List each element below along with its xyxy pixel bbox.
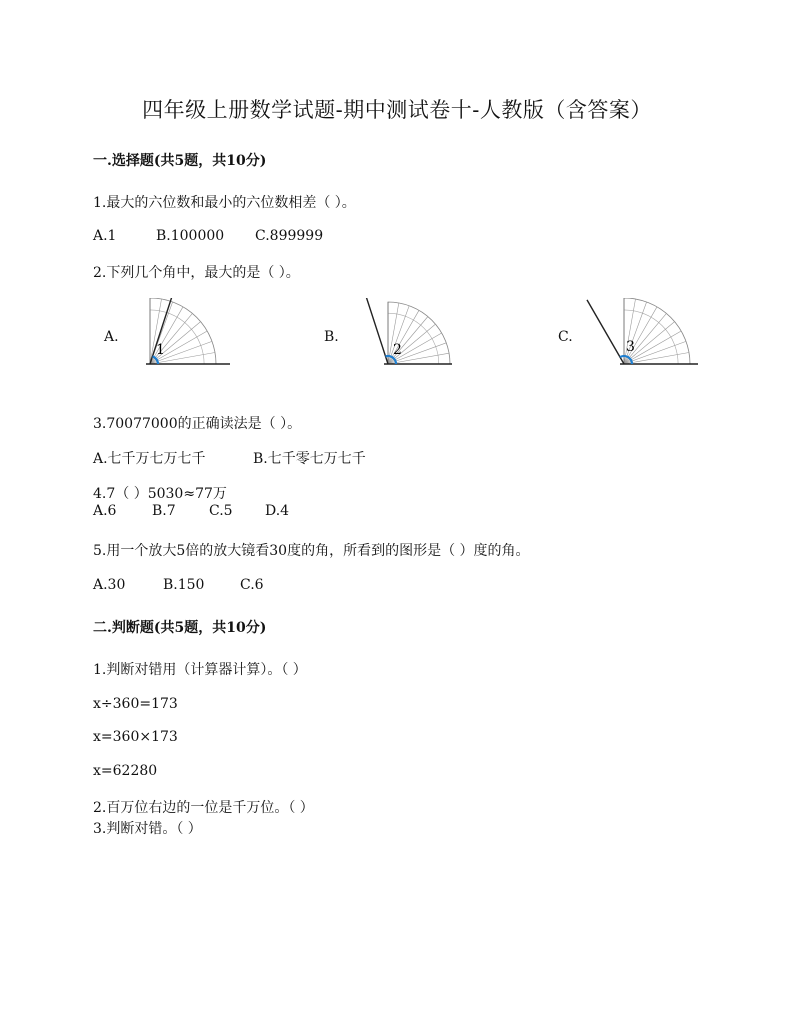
q1-option-a: A.1 [93,228,117,244]
q1-option-b: B.100000 [156,228,225,244]
question-1: 1.最大的六位数和最小的六位数相差（ ）。 [93,195,356,211]
question-4: 4.7（ ）5030≈77万 [93,486,227,502]
q3-option-a: A.七千万七万七千 [93,451,206,467]
page-title: 四年级上册数学试题-期中测试卷十-人教版（含答案） [142,98,652,122]
judgement-1: 1.判断对错用（计算器计算）。（ ） [93,662,307,678]
angle-side-ray [587,300,624,364]
q4-option-b: B.7 [152,503,176,519]
question-5: 5.用一个放大5倍的放大镜看30度的角，所看到的图形是（ ）度的角。 [93,543,530,559]
q2-option-b-label: B. [324,329,339,345]
angle-number-3: 3 [626,339,635,355]
protractor-figure-b [340,298,452,370]
q4-option-c: C.5 [209,503,233,519]
section-heading-choice: 一.选择题(共5题，共10分) [93,153,267,169]
angle-number-2: 2 [393,342,402,358]
question-3: 3.70077000的正确读法是（ ）。 [93,416,302,432]
q5-option-c: C.6 [240,577,264,593]
judgement-3: 3.判断对错。（ ） [93,821,202,837]
question-2: 2.下列几个角中，最大的是（ ）。 [93,265,300,281]
angle-side-ray [366,298,388,364]
q3-option-b: B.七千零七万七千 [253,451,366,467]
q4-option-d: D.4 [265,503,290,519]
judgement-1-line-3: x=62280 [93,763,158,779]
protractor-figure-a [118,298,230,370]
angle-number-1: 1 [156,342,165,358]
q4-option-a: A.6 [93,503,117,519]
q2-option-c-label: C. [558,329,573,345]
judgement-1-line-2: x=360×173 [93,729,178,745]
protractor-graphic [366,298,452,364]
q5-option-a: A.30 [93,577,126,593]
q1-option-c: C.899999 [255,228,324,244]
judgement-1-line-1: x÷360=173 [93,696,178,712]
judgement-2: 2.百万位右边的一位是千万位。（ ） [93,800,314,816]
q5-option-b: B.150 [163,577,205,593]
q2-option-a-label: A. [104,329,119,345]
protractor-graphic [587,298,698,364]
section-heading-judgement: 二.判断题(共5题，共10分) [93,620,267,636]
protractor-figure-c [580,298,698,370]
